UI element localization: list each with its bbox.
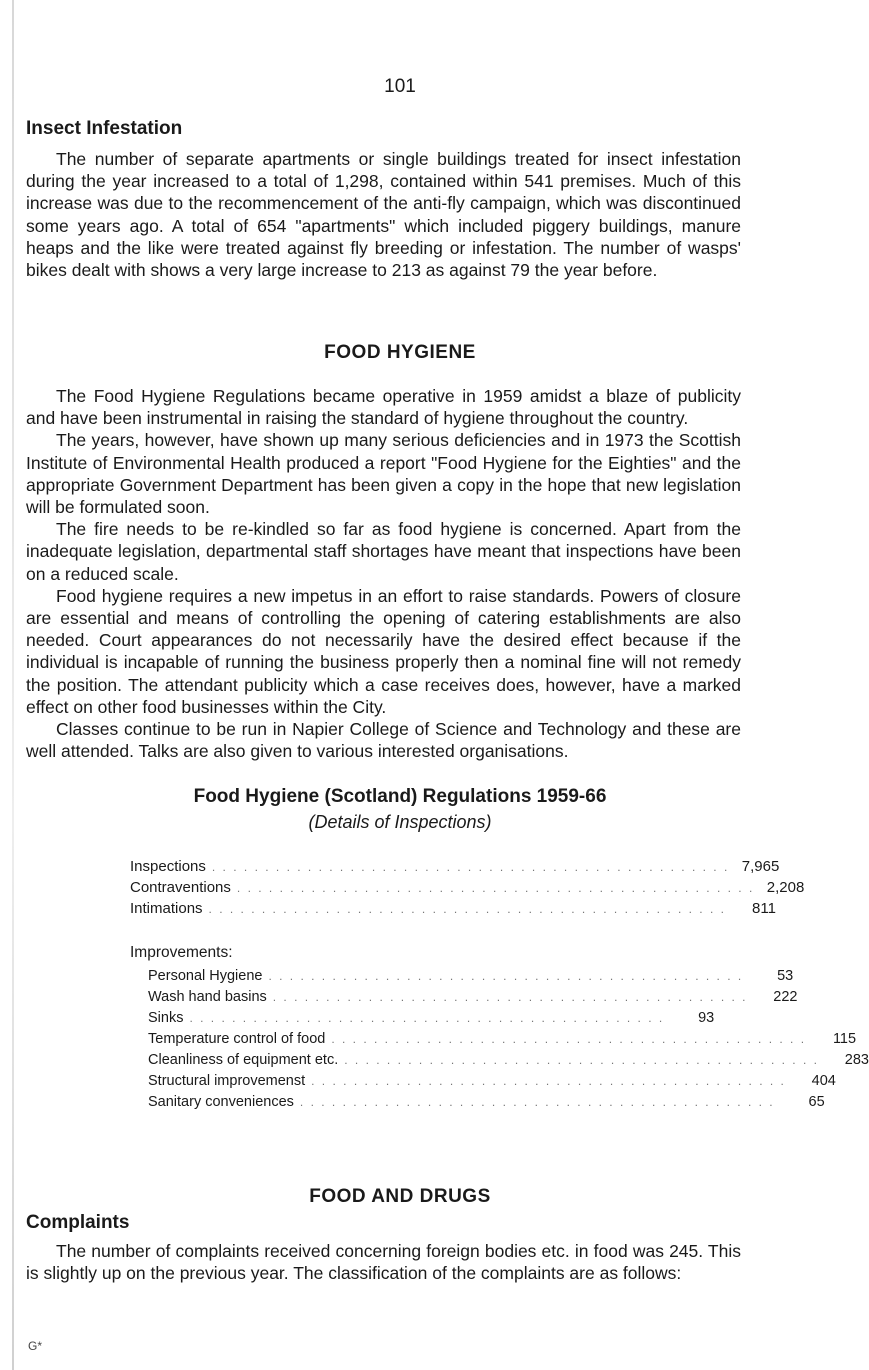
food-hygiene-paragraph: Classes continue to be run in Napier College of Science and Technology and these are well attended. Talks are also given to various interested organisations. <box>26 719 741 762</box>
row-label: Wash hand basins <box>148 989 267 1005</box>
table-subtitle: (Details of Inspections) <box>308 812 492 832</box>
row-label: Personal Hygiene <box>148 968 263 984</box>
row-value: 93 <box>698 1010 715 1026</box>
table-row <box>148 968 794 984</box>
leader-dots: . . . . . . . . . . . . . . . . . . . . . . . . . . . . . . . . . . . . . . . . . . . . . <box>344 1053 819 1067</box>
page-number: 101 <box>384 76 416 97</box>
row-value: 222 <box>773 989 798 1005</box>
table-row <box>148 1073 836 1089</box>
row-value: 115 <box>832 1031 857 1047</box>
leader-dots: . . . . . . . . . . . . . . . . . . . . . . . . . . . . . . . . . . . . . . . . . . . . . <box>311 1074 786 1088</box>
row-value: 65 <box>808 1094 825 1110</box>
row-label: Intimations <box>130 900 203 917</box>
improvements-heading: Improvements: <box>130 944 233 961</box>
row-value: 811 <box>752 900 776 917</box>
table-row <box>130 879 805 896</box>
row-value: 2,208 <box>766 879 805 896</box>
leader-dots: . . . . . . . . . . . . . . . . . . . . . . . . . . . . . . . . . . . . . . . . . . . . . <box>331 1032 807 1046</box>
food-drugs-heading: FOOD AND DRUGS <box>309 1186 491 1207</box>
row-value: 7,965 <box>741 858 780 875</box>
leader-dots: . . . . . . . . . . . . . . . . . . . . . . . . . . . . . . . . . . . . . . . . . . . . . . . . . <box>208 902 726 916</box>
table-row <box>148 1010 715 1026</box>
signature-mark: G* <box>28 1339 43 1353</box>
complaints-paragraph: The number of complaints received concerning foreign bodies etc. in food was 245. This is slightly up on the previous year. The classification of the complaints are as follows: <box>26 1241 741 1284</box>
insect-section <box>26 118 741 281</box>
leader-dots: . . . . . . . . . . . . . . . . . . . . . . . . . . . . . . . . . . . . . . . . . . . . . <box>299 1095 775 1109</box>
table-row <box>130 900 776 917</box>
leader-dots: . . . . . . . . . . . . . . . . . . . . . . . . . . . . . . . . . . . . . . . . . . . . . <box>268 969 744 983</box>
table-row <box>148 989 798 1005</box>
table-row <box>148 1052 869 1068</box>
row-label: Cleanliness of equipment etc. <box>148 1052 339 1068</box>
row-label: Contraventions <box>130 879 231 896</box>
insect-paragraph: The number of separate apartments or single buildings treated for insect infestation during the year increased to a total of 1,298, contained within 541 premises. Much of this increase was due to the recommencement of the anti-fly campaign, which was discontinued some years ago. A total of 654 "apartments" which included piggery buildings, manure heaps and the like were treated against fly breeding or infestation. The number of wasps' bikes dealt with shows a very large increase to 213 as against 79 the year before. <box>26 149 741 281</box>
food-hygiene-paragraph: The years, however, have shown up many serious deficiencies and in 1973 the Scottish Institute of Environmental Health produced a report "Food Hygiene for the Eighties" and the appropriate Government Department has been given a copy in the hope that new legislation will be formulated soon. <box>26 430 741 518</box>
row-value: 404 <box>811 1073 836 1089</box>
food-hygiene-paragraph: Food hygiene requires a new impetus in an effort to raise standards. Powers of closure are essential and means of controlling the opening of catering establishments are also needed. Court appearances do not necessarily have the desired effect because if the individual is incapable of running the business properly then a nominal fine will not remedy the position. The attendant publicity which a case receives does, however, have a marked effect on other food businesses within the City. <box>26 585 741 717</box>
row-label: Sinks <box>148 1010 184 1026</box>
insect-heading: Insect Infestation <box>26 118 183 139</box>
food-hygiene-heading: FOOD HYGIENE <box>324 342 476 363</box>
row-label: Sanitary conveniences <box>148 1094 294 1110</box>
row-label: Temperature control of food <box>148 1031 326 1047</box>
food-hygiene-body <box>26 385 741 762</box>
table-title: Food Hygiene (Scotland) Regulations 1959-66 <box>193 786 607 807</box>
row-value: 53 <box>777 968 794 984</box>
complaints-section <box>26 1212 741 1284</box>
food-hygiene-paragraph: The Food Hygiene Regulations became operative in 1959 amidst a blaze of publicity and have been instrumental in raising the standard of hygiene throughout the country. <box>26 386 741 429</box>
table-row <box>148 1031 857 1047</box>
page-edge <box>12 0 14 1370</box>
leader-dots: . . . . . . . . . . . . . . . . . . . . . . . . . . . . . . . . . . . . . . . . . . . . . <box>189 1011 665 1025</box>
table-row <box>130 858 780 875</box>
table-row <box>148 1094 825 1110</box>
leader-dots: . . . . . . . . . . . . . . . . . . . . . . . . . . . . . . . . . . . . . . . . . . . . . <box>272 990 748 1004</box>
leader-dots: . . . . . . . . . . . . . . . . . . . . . . . . . . . . . . . . . . . . . . . . . . . . . . . . . <box>211 860 730 874</box>
complaints-heading: Complaints <box>26 1212 130 1233</box>
row-label: Structural improvemenst <box>148 1073 306 1089</box>
row-value: 283 <box>844 1052 869 1068</box>
food-hygiene-paragraph: The fire needs to be re-kindled so far as food hygiene is concerned. Apart from the inadequate legislation, departmental staff shortages have meant that inspections have been on a reduced scale. <box>26 519 741 584</box>
leader-dots: . . . . . . . . . . . . . . . . . . . . . . . . . . . . . . . . . . . . . . . . . . . . . . . . . <box>236 881 755 895</box>
row-label: Inspections <box>130 858 206 875</box>
